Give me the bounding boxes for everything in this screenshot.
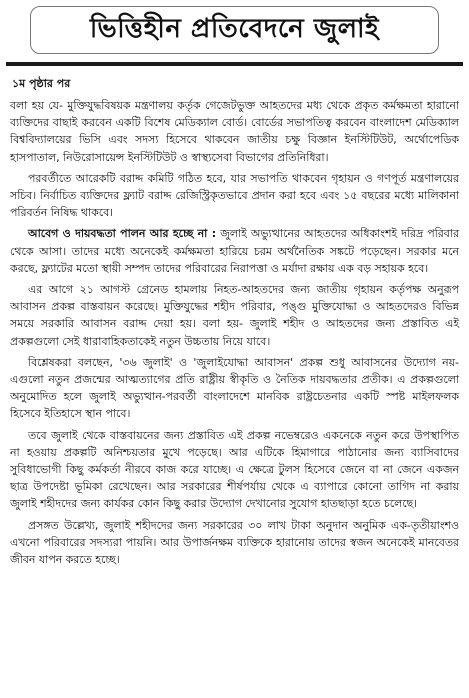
newspaper-page xyxy=(0,6,469,698)
paragraph-3 xyxy=(10,225,459,277)
subhead-text: জুলাই অভ্যুত্থানের আহতদের xyxy=(220,227,347,241)
continued-label: ১ম পৃষ্ঠার পর xyxy=(12,77,71,90)
paragraph-7: প্রসঙ্গত উল্লেখ্য, জুলাই শহীদদের জন্য সরকারের ৩০ লাখ টাকা অনুদান অনুমিক এক-তৃতীয়াংশও এখনো পরিবারের সদস্যরা পায়নি। আর উপার্জনক্ষম ব্যক্তিকে হারানোয় তাদের স্বজন অনেকেই মানবেতর জীবন যাপন করতে হচ্ছে। xyxy=(10,518,459,567)
paragraph-5: বিশ্লেষকরা বলছেন, '৩৬ জুলাই' ও 'জুলাইযোদ্ধা আবাসন' প্রকল্প শুধু আবাসনের উদ্যোগ নয়- এগুলো নতুন প্রজন্মের আত্মত্যাগের প্রতি রাষ্ট্রীয় স্বীকৃতি ও নৈতিক দায়বদ্ধতার প্রতীক। এ প্রকল্পগুলো অনুমোদিত হলে জুলাই অভ্যুত্থান-পরবর্তী বাংলাদেশে মানবিক রাষ্ট্রচেতনার একটি স্পষ্ট মাইলফলক হিসেবে ইতিহাসে স্থান পাবে। xyxy=(10,355,459,421)
subhead: আবেগ ও দায়বদ্ধতা পালন আর হচ্ছে না : xyxy=(28,227,217,241)
headline: ভিত্তিহীন প্রতিবেদনে জুলাই xyxy=(89,14,380,44)
paragraph-1: বলা হয় যে- মুক্তিযুদ্ধবিষয়ক মন্ত্রণালয় কর্তৃক গেজেটভুক্ত আহতদের মধ্য থেকে প্রকৃত কর্মক্ষমতা হারানো ব্যক্তিদের বাছাই করবেন একটি বিশেষ মেডিক্যাল বোর্ড। বোর্ডের সভাপতিত্ব করবেন বাংলাদেশ মেডিক্যাল বিশ্ববিদ্যালয়ের ভিসি এবং সদস্য হিসেবে থাকবেন জাতীয় চক্ষু বিজ্ঞান ইনস্টিটিউট, অর্থোপেডিক হাসপাতাল, নিউরোসায়েন্স ইনস্টিটিউট ও স্বাস্থ্যসেবা বিভাগের প্রতিনিধিরা। xyxy=(10,99,459,164)
paragraph-4: এর আগে ২১ আগস্ট গ্রেনেড হামলায় নিহত-আহতদের জন্য জাতীয় গৃহায়ন কর্তৃপক্ষ অনুরূপ আবাসন প্রকল্প বাস্তবায়ন করেছে। মুক্তিযুদ্ধের শহীদ পরিবার, পঙ্গু মুক্তিযোদ্ধা ও আহতদেরও বিভিন্ন সময়ে সরকারি আবাসন বরাদ্দ দেয়া হয়। বলা হয়- জুলাই শহীদ ও আহতদের জন্য প্রস্তাবিত এই প্রকল্পগুলো সেই ধারাবাহিকতাকেই নতুন উচ্চতায় নিয়ে যাবে। xyxy=(10,283,459,348)
paragraph-2: পরবর্তীতে আরেকটি বরাদ্দ কমিটি গঠিত হবে, যার সভাপতি থাকবেন গৃহায়ন ও গণপূর্ত মন্ত্রণালয়ের সচিব। নির্বাচিত ব্যক্তিদের ফ্ল্যাট বরাদ্দ রেজিস্ট্রিকৃতভাবে প্রদান করা হবে এবং ১৫ বছরের মধ্যে মালিকানা পরিবর্তন নিষিদ্ধ থাকবে। xyxy=(10,171,459,220)
paragraph-3-body: অধিকাংশই দরিদ্র পরিবার থেকে আসা। তাদের মধ্যে অনেকেই কর্মক্ষমতা হারিয়ে চরম অর্থনৈতিক সঙ্কটে পড়েছেন। সরকার মনে করছে, ফ্ল্যাটের মতো স্থায়ী সম্পদ তাদের পরিবারের নিরাপত্তা ও মর্যাদা রক্ষায় এক বড় সহায়ক হবে। xyxy=(10,227,459,275)
headline-box xyxy=(30,6,439,54)
paragraph-6: তবে জুলাই থেকে বাস্তবায়নের জন্য প্রস্তাবিত এই প্রকল্প নভেম্বরেও একনেকে নতুন করে উপস্থাপিত না হওয়ায় প্রকল্পটি অনিশ্চয়তার মুখে পড়েছে। আর এটিকে হিমাগারে পাঠানোর জন্য ব্যাসিবাদের সুবিধাভোগী কিছু কর্মকর্তা নীরবে কাজ করে যাচ্ছে। এ ক্ষেত্রে টুলস হিসেবে জেনে বা না জেনে একজন ছাত্র উপদেষ্টা ভূমিকা রেখেছেন। আর সরকারের শীর্ষপর্যায় থেকে এ ব্যাপারে কোনো তাগিদ না করায় জুলাই শহীদদের জন্য কার্যকর কোন কিছু করার উদ্যোগ দেখানোর সুযোগ হাতছাড়া হতে চলেছে। xyxy=(10,428,459,511)
article-body xyxy=(0,66,469,568)
